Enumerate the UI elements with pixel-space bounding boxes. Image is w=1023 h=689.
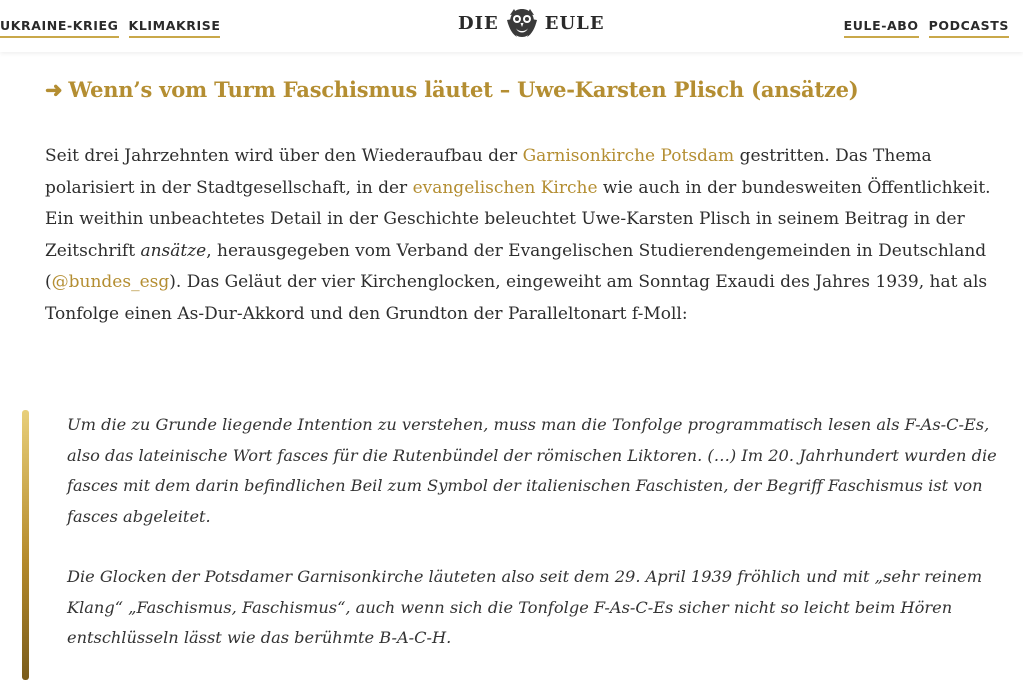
para-text: , herausgegeben vom Verband der Evangelischen Studierendengemeinden in Deutschland (: [45, 240, 987, 292]
link-garnisonkirche-potsdam[interactable]: Garnisonkirche Potsdam: [522, 146, 735, 166]
site-logo[interactable]: [458, 6, 605, 40]
article-headline[interactable]: [45, 77, 858, 102]
para-text: gestritten. Das Thema polarisiert in der Stadtgesellschaft, in der: [45, 146, 932, 198]
top-navigation-bar: [0, 0, 1023, 52]
journal-name: ansätze: [140, 240, 207, 261]
quote-paragraph: Die Glocken der Potsdamer Garnisonkirche läuteten also seit dem 29. April 1939 fröhlich und mit „sehr reinem Klang“ „Faschismus, Faschismus“, auch wenn sich die Tonfolge F-As-C-Es sicher nicht so leicht beim Hören entschlüsseln lässt wie das berühmte B-A-C-H.: [67, 567, 983, 647]
para-text: ). Das Geläut der vier Kirchenglocken, eingeweiht am Sonntag Exaudi des Jahres 1939, hat als Tonfolge einen As-Dur-Akkord und den Grundton der Paralleltonart f-Moll:: [45, 272, 988, 324]
link-evangelische-kirche[interactable]: evangelischen Kirche: [412, 177, 598, 198]
para-text: Seit drei Jahrzehnten wird über den Wiederaufbau der: [45, 146, 523, 166]
arrow-right-icon: ➜: [45, 77, 63, 102]
nav-link-eule-abo[interactable]: EULE-ABO: [844, 18, 919, 38]
account-nav: [844, 18, 1009, 38]
owl-icon: [505, 6, 539, 40]
logo-word-die: DIE: [458, 12, 499, 34]
blockquote: [22, 410, 1022, 680]
para-text: wie auch in der bundesweiten Öffentlichkeit. Ein weithin unbeachtetes Detail in der Geschichte beleuchtet Uwe-Karsten Plisch in seinem Beitrag in der Zeitschrift: [45, 177, 991, 261]
link-bundes-esg[interactable]: @bundes_esg: [51, 272, 170, 292]
article-headline-text: Wenn’s vom Turm Faschismus läutet – Uwe-Karsten Plisch (ansätze): [68, 77, 859, 102]
nav-link-ukraine-krieg[interactable]: UKRAINE-KRIEG: [0, 18, 119, 38]
primary-topics-nav: [0, 18, 220, 38]
quote-accent-bar: [22, 410, 29, 680]
quote-paragraph: Um die zu Grunde liegende Intention zu verstehen, muss man die Tonfolge programmatisch lesen als F-As-C-Es, also das lateinische Wort fasces für die Rutenbündel der römischen Liktoren. (…) Im 20. Jahrhundert wurden die fasces mit dem darin befindlichen Beil zum Symbol der italienischen Faschisten, der Begriff Faschismus ist von fasces abgeleitet.: [67, 415, 997, 526]
article-paragraph: [45, 141, 1000, 330]
nav-link-klimakrise[interactable]: KLIMAKRISE: [129, 18, 221, 38]
nav-link-podcasts[interactable]: PODCASTS: [929, 18, 1009, 38]
quote-body: [67, 410, 1019, 654]
logo-word-eule: EULE: [544, 12, 605, 34]
